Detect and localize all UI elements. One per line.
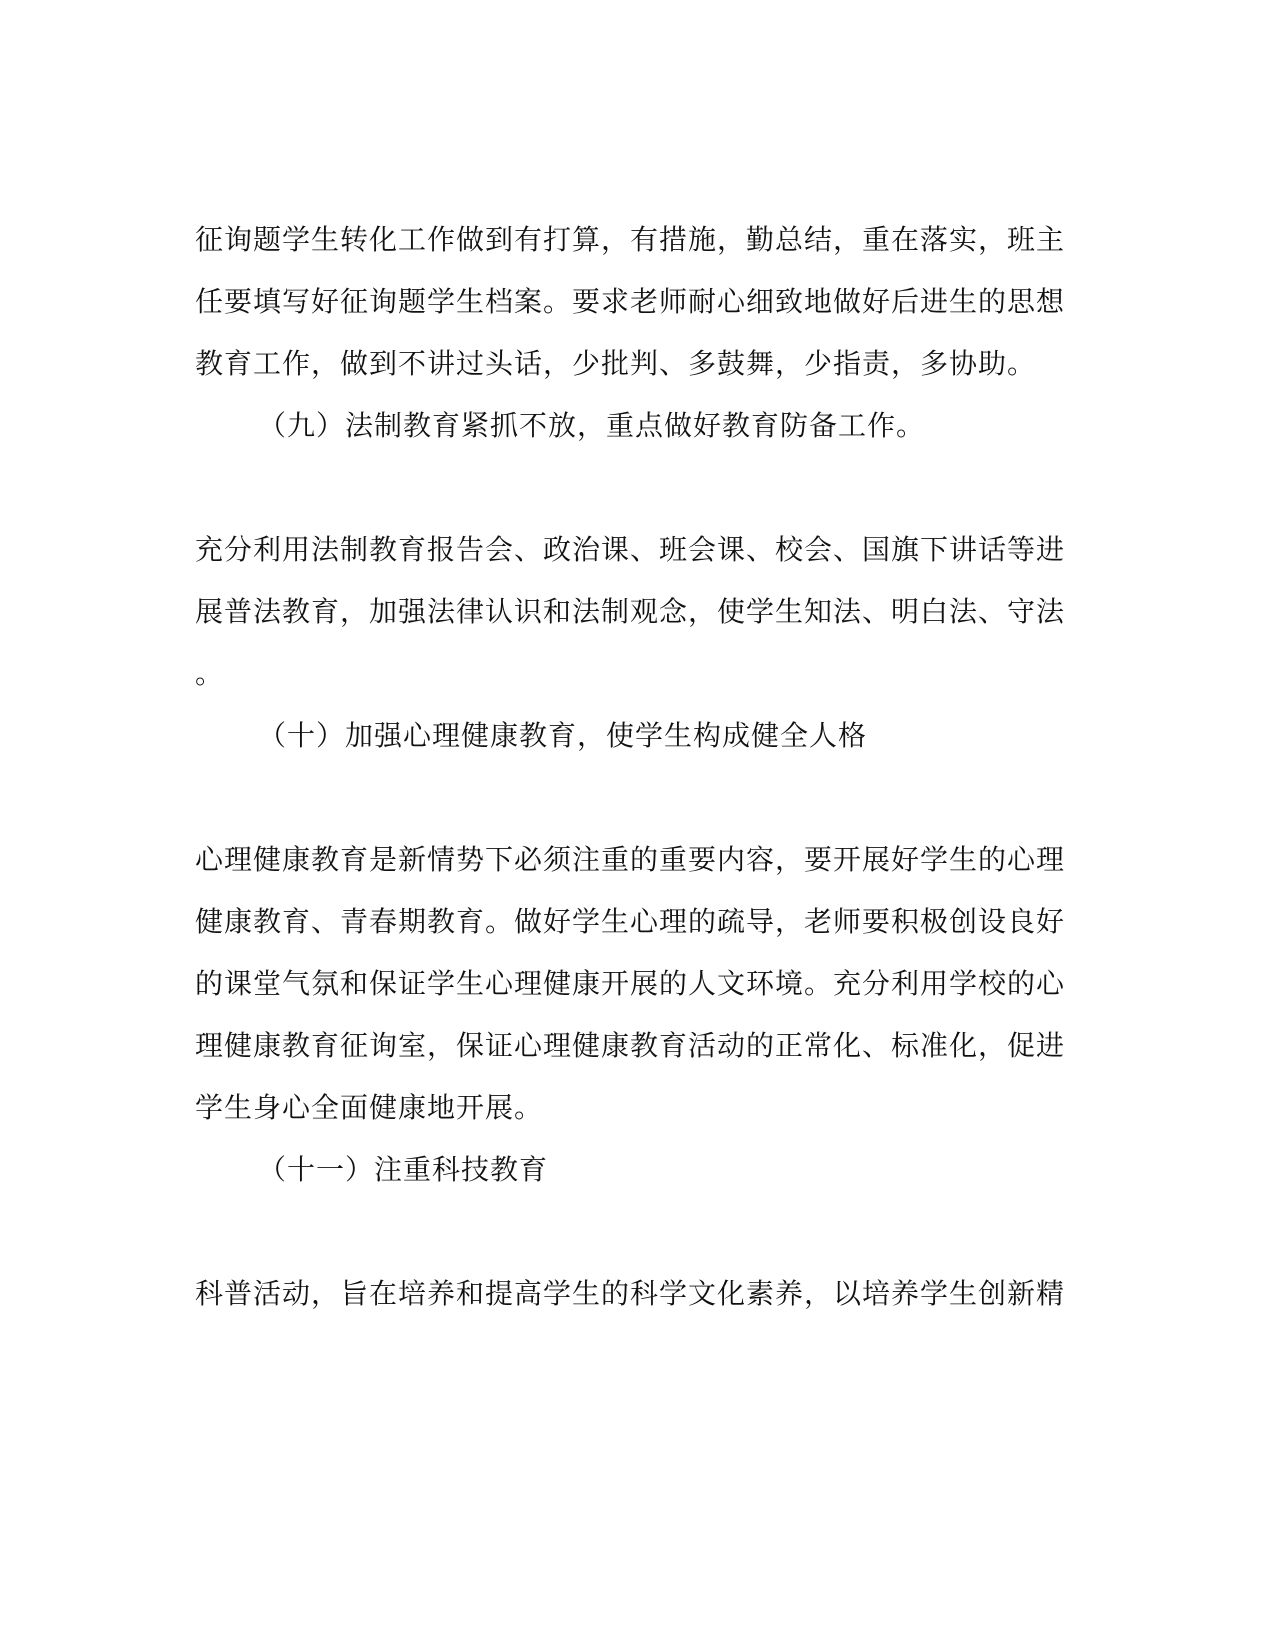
paragraph-line: 心理健康教育是新情势下必须注重的重要内容，要开展好学生的心理 — [195, 843, 1066, 876]
section-heading-11: （十一）注重科技教育 — [258, 1153, 549, 1186]
paragraph-line: 任要填写好征询题学生档案。要求老师耐心细致地做好后进生的思想 — [195, 285, 1066, 318]
paragraph-line: 健康教育、青春期教育。做好学生心理的疏导，老师要积极创设良好 — [195, 905, 1066, 938]
paragraph-line: 科普活动，旨在培养和提高学生的科学文化素养，以培养学生创新精 — [195, 1277, 1066, 1310]
paragraph-line: 征询题学生转化工作做到有打算，有措施，勤总结，重在落实，班主 — [195, 223, 1066, 256]
section-heading-10: （十）加强心理健康教育，使学生构成健全人格 — [258, 719, 868, 752]
section-heading-9: （九）法制教育紧抓不放，重点做好教育防备工作。 — [258, 409, 926, 442]
paragraph-line: 学生身心全面健康地开展。 — [195, 1091, 544, 1124]
paragraph-line: 理健康教育征询室，保证心理健康教育活动的正常化、标准化，促进 — [195, 1029, 1066, 1062]
paragraph-line: 充分利用法制教育报告会、政治课、班会课、校会、国旗下讲话等进 — [195, 533, 1066, 566]
paragraph-line: 。 — [195, 657, 225, 690]
paragraph-line: 展普法教育，加强法律认识和法制观念，使学生知法、明白法、守法 — [195, 595, 1066, 628]
paragraph-line: 的课堂气氛和保证学生心理健康开展的人文环境。充分利用学校的心 — [195, 967, 1066, 1000]
paragraph-line: 教育工作，做到不讲过头话，少批判、多鼓舞，少指责，多协助。 — [195, 347, 1037, 380]
